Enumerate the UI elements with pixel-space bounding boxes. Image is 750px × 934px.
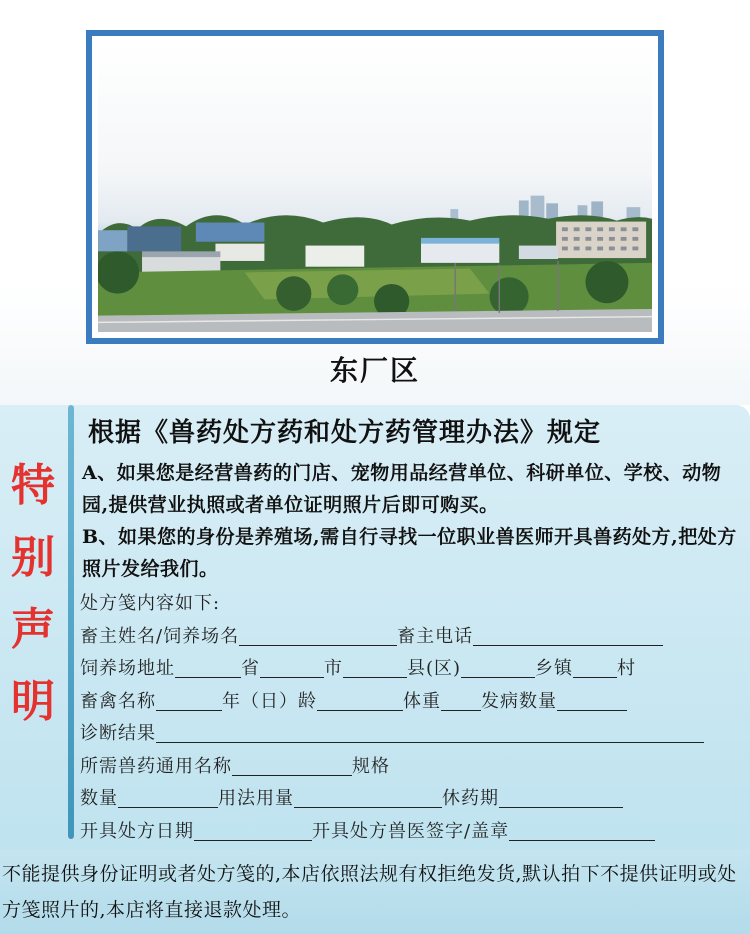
sick-count-label: 发病数量 [481,690,557,712]
date-blank [194,818,312,841]
withdrawal-blank [499,785,623,808]
town-blank [461,655,535,678]
village-label: 村 [617,658,637,679]
form-row-diagnosis [80,718,740,751]
city-label: 市 [324,658,343,679]
quantity-label: 数量 [80,788,118,809]
usage-blank [294,785,442,808]
owner-name-blank [239,623,397,646]
province-blank [175,655,241,678]
photo-caption: 东厂区 [329,354,420,387]
prescription-form [80,588,740,848]
weight-label: 体重 [403,690,441,712]
vertical-divider [68,405,74,839]
province-label: 省 [241,658,260,679]
paragraph-a: A、如果您是经营兽药的门店、宠物用品经营单位、科研单位、学校、动物园,提供营业执照或者单位证明照片后即可购买。 [82,462,722,516]
side-title-char: 声 [11,604,55,655]
footer-notice: 不能提供身份证明或者处方笺的,本店依照法规有权拒绝发货,默认拍下不提供证明或处方笺照片的,本店将直接退款处理。 [2,863,737,921]
paragraph-b: B、如果您的身份是养殖场,需自行寻找一位职业兽医师开具兽药处方,把处方照片发给我们。 [82,526,737,580]
owner-name-label: 畜主姓名/饲养场名 [80,625,240,647]
form-row-sign [80,816,740,849]
drug-name-label: 所需兽药通用名称 [80,755,232,777]
regulation-title: 根据《兽药处方药和处方药管理办法》规定 [88,418,602,448]
side-title-char: 特 [11,460,55,511]
farm-address-label: 饲养场地址 [80,658,175,679]
factory-landscape-icon [98,42,652,332]
animal-name-label: 畜禽名称 [80,690,156,712]
city-blank [260,655,324,678]
usage-label: 用法用量 [218,788,294,809]
drug-name-blank [232,753,352,776]
day-age-label: （日）龄 [241,690,317,712]
vet-sign-label: 开具处方兽医签字/盖章 [312,820,510,842]
special-statement-title [8,450,58,738]
withdrawal-label: 休药期 [442,788,499,809]
vet-sign-blank [509,818,655,841]
form-row-owner [80,621,740,654]
factory-aerial-photo [98,42,652,332]
owner-phone-label: 畜主电话 [397,625,474,647]
county-label: 县(区) [407,658,462,679]
owner-phone-blank [473,623,663,646]
weight-blank [441,688,481,711]
form-row-animal [80,686,740,719]
diagnosis-blank [156,720,704,743]
side-title-char: 明 [11,676,55,727]
diagnosis-label: 诊断结果 [80,723,156,744]
form-intro: 处方笺内容如下: [80,593,221,614]
form-row-drug [80,751,740,784]
town-label: 乡镇 [535,658,574,679]
age-blank [317,688,403,711]
form-row-address [80,653,740,686]
date-label: 开具处方日期 [80,820,194,842]
animal-name-blank [156,688,222,711]
village-blank [573,655,617,678]
spec-label: 规格 [352,755,390,777]
side-title-char: 别 [11,532,55,583]
sick-count-blank [557,688,627,711]
form-row-quantity [80,783,740,816]
county-blank [343,655,407,678]
photo-frame [86,30,664,344]
quantity-blank [118,785,218,808]
year-label: 年 [222,690,241,712]
